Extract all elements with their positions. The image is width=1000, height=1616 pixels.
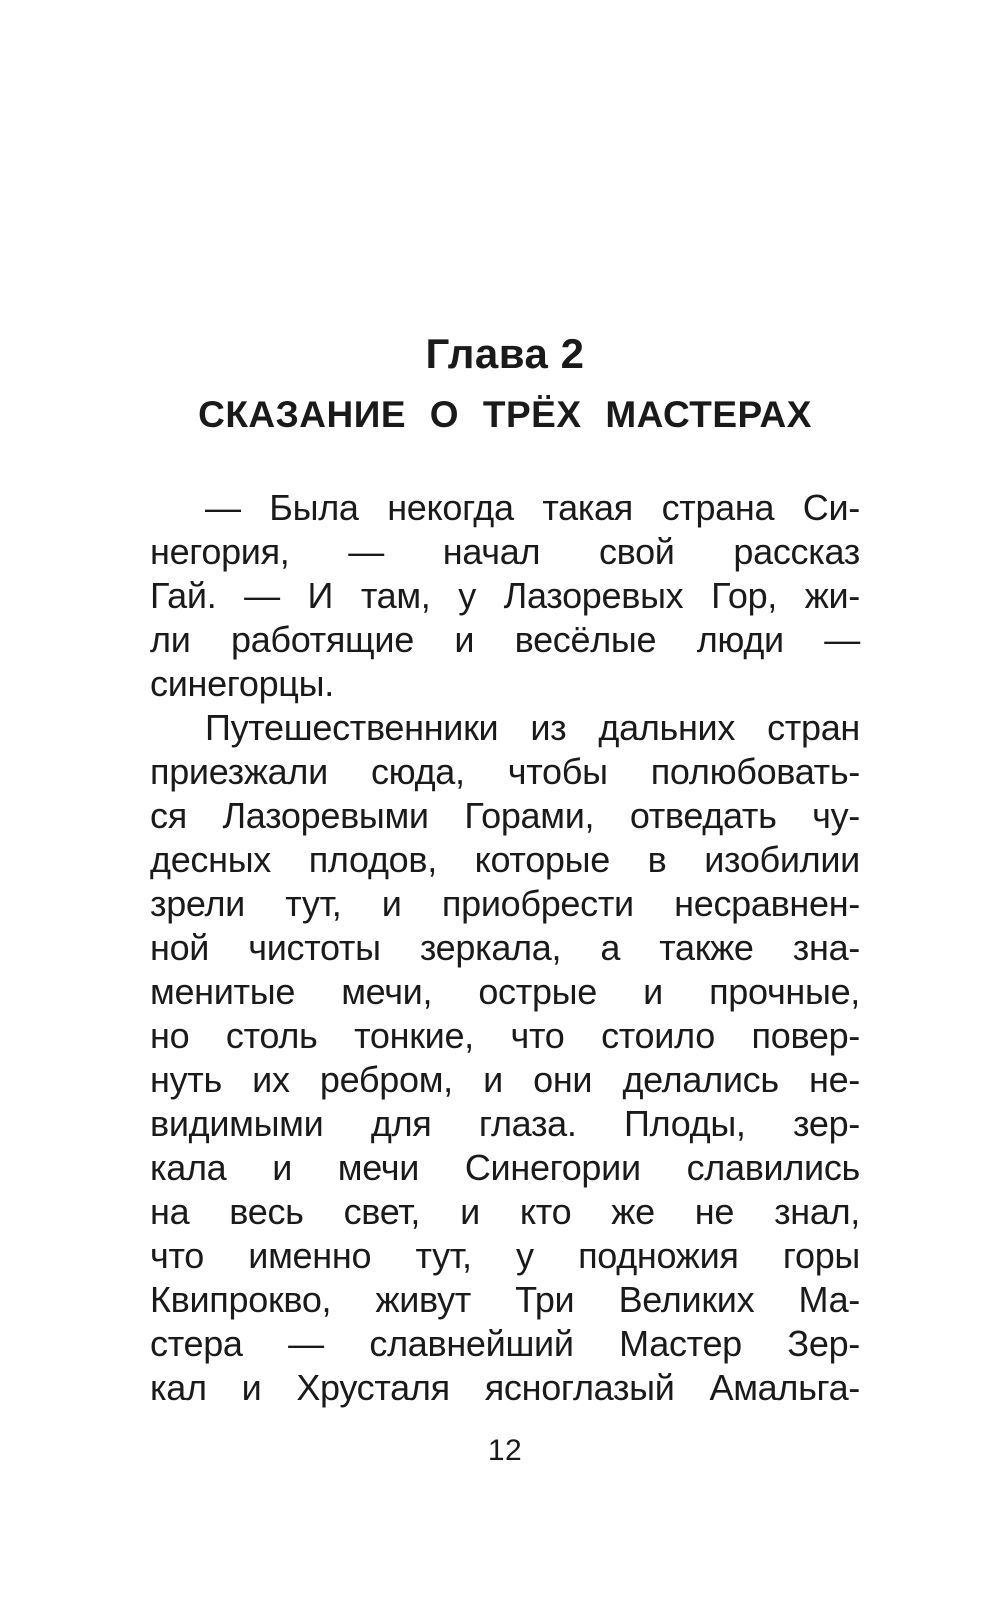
text-line: ной чистоты зеркала, а также зна- (150, 927, 860, 968)
text-line: Гай. — И там, у Лазоревых Гор, жи- (150, 575, 860, 616)
text-line: но столь тонкие, что стоило повер- (150, 1015, 860, 1056)
text-column (150, 0, 860, 1470)
text-line: — Была некогда такая страна Си- (205, 487, 860, 528)
text-line: стера — славнейший Мастер Зер- (150, 1323, 860, 1364)
text-line: кала и мечи Синегории славились (150, 1147, 860, 1188)
paragraph (150, 486, 860, 706)
text-line: ли работящие и весёлые люди — (150, 619, 860, 660)
chapter-header (150, 330, 860, 438)
text-line: на весь свет, и кто же не знал, (150, 1191, 860, 1232)
text-line: Путешественники из дальних стран (205, 707, 860, 748)
text-line: негория, — начал свой рассказ (150, 531, 860, 572)
text-line: кал и Хрусталя ясноглазый Амальга- (150, 1367, 860, 1408)
text-line: менитые мечи, острые и прочные, (150, 971, 860, 1012)
paragraph (150, 706, 860, 1410)
text-line: Квипрокво, живут Три Великих Ма- (150, 1279, 860, 1320)
text-line: десных плодов, которые в изобилии (150, 839, 860, 880)
text-line: что именно тут, у подножия горы (150, 1235, 860, 1276)
chapter-label: Глава 2 (425, 330, 585, 377)
page-number: 12 (487, 1434, 523, 1467)
text-line: синегорцы. (150, 663, 334, 704)
text-line: зрели тут, и приобрести несравнен- (150, 883, 860, 924)
chapter-title: СКАЗАНИЕ О ТРЁХ МАСТЕРАХ (198, 394, 812, 435)
text-line: приезжали сюда, чтобы полюбовать- (150, 751, 860, 792)
text-line: видимыми для глаза. Плоды, зер- (150, 1103, 860, 1144)
text-line: ся Лазоревыми Горами, отведать чу- (150, 795, 860, 836)
body-text (150, 486, 860, 1410)
text-line: нуть их ребром, и они делались не- (150, 1059, 860, 1100)
